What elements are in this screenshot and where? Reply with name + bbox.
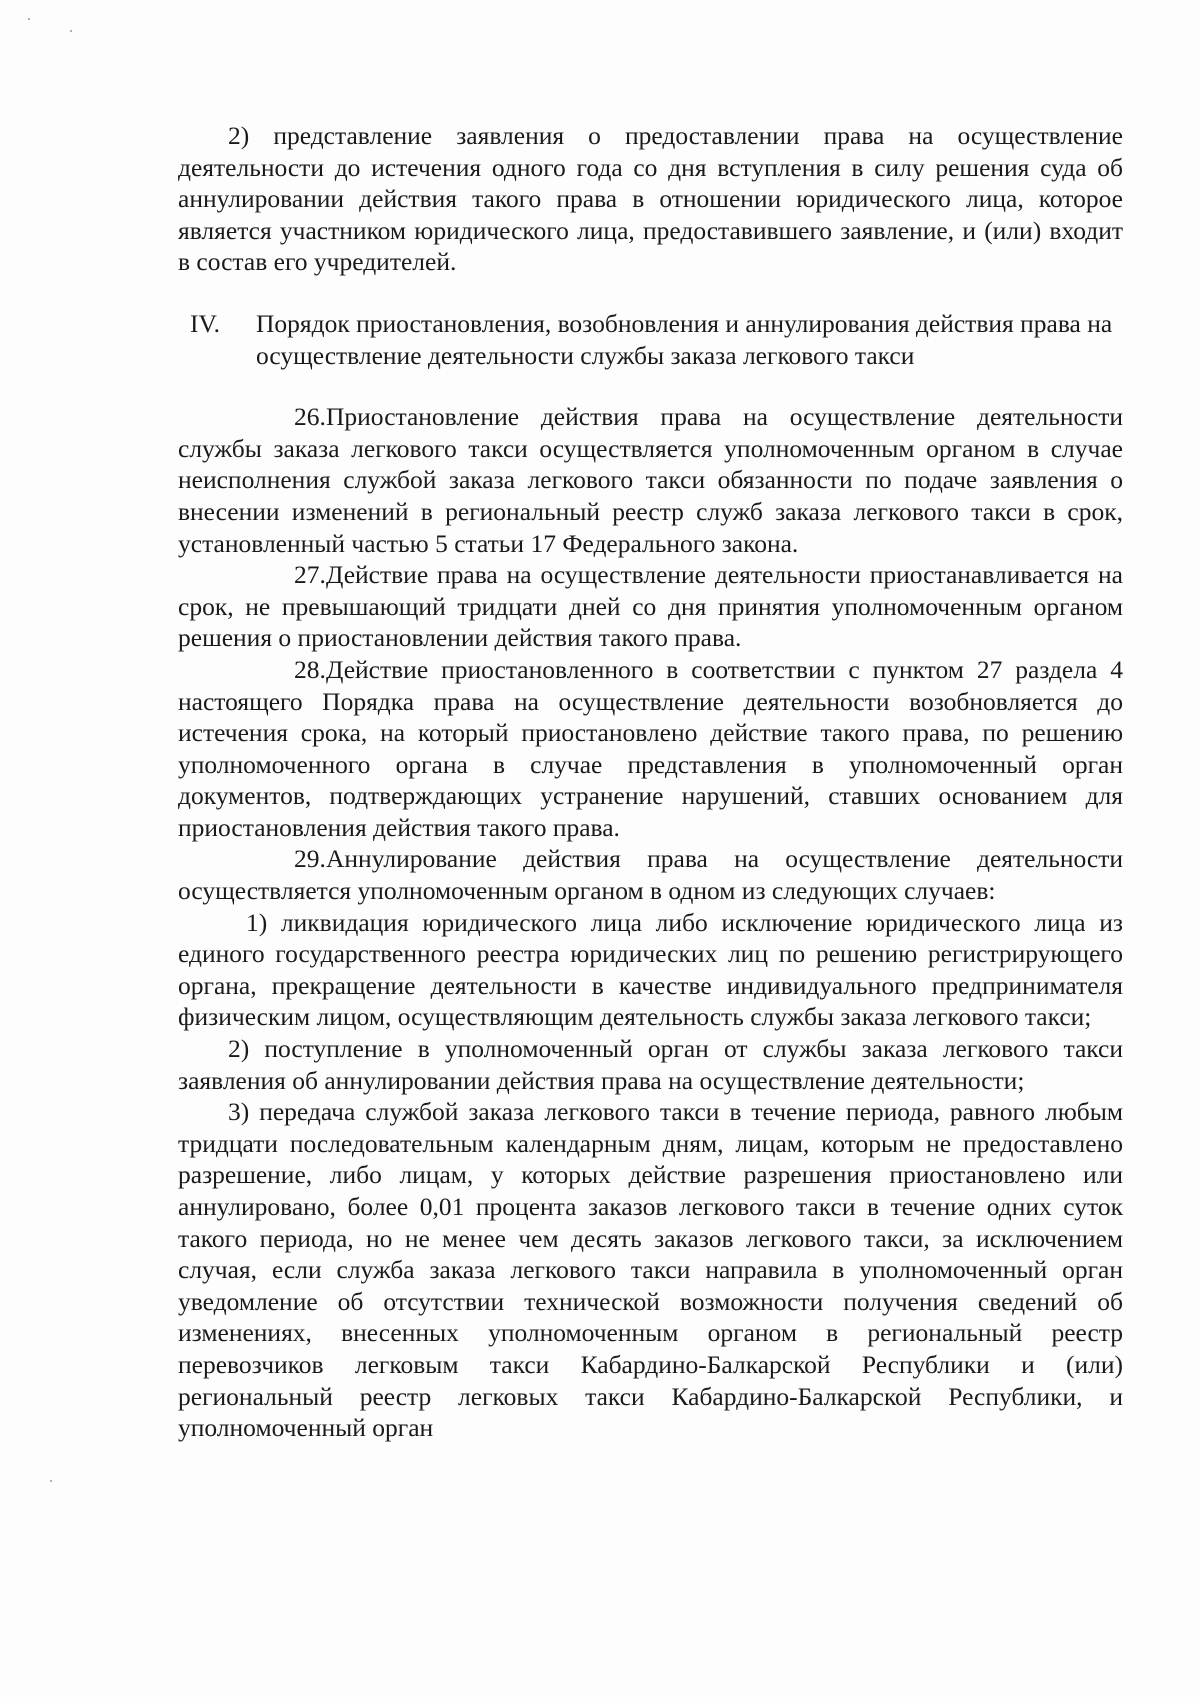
item-text: Действие приостановленного в соответствии с пунктом 27 раздела 4 настоящего Порядка права на осуществление деятельности возобновляется до истечения срока, на который приостановлено действие такого права, по решению уполномоченного органа в случае представления в уполномоченный орган документов, подтверждающих устранение нарушений, ставших основанием для приостановления действия такого права. bbox=[178, 654, 1123, 842]
paragraph-2-intro: 2) представление заявления о предоставлении права на осуществление деятельности до истечения одного года со дня вступления в силу решения суда об аннулировании действия такого права в отношении юридического лица, которое является участником юридического лица, предоставившего заявление, и (или) входит в состав его учредителей. bbox=[178, 121, 1123, 277]
item-text: Действие права на осуществление деятельности приостанавливается на срок, не превышающий тридцати дней со дня принятия уполномоченным органом решения о приостановлении действия такого права. bbox=[178, 560, 1123, 653]
section-title: Порядок приостановления, возобновления и аннулирования действия права на осуществление деятельности службы заказа легкового такси bbox=[256, 308, 1113, 370]
item-number: 28. bbox=[294, 654, 326, 684]
item-number: 27. bbox=[294, 560, 326, 590]
document-body bbox=[178, 120, 1123, 1444]
item-27 bbox=[178, 559, 1123, 654]
item-26 bbox=[178, 401, 1123, 559]
scan-speck bbox=[70, 30, 72, 32]
scan-speck bbox=[50, 1480, 52, 1482]
item-29 bbox=[178, 843, 1123, 906]
section-number: IV. bbox=[190, 308, 220, 338]
sub-item-2: 2) поступление в уполномоченный орган от службы заказа легкового такси заявления об аннулировании действия права на осуществление деятельности; bbox=[178, 1034, 1123, 1095]
sub-item-3: 3) передача службой заказа легкового такси в течение периода, равного любым тридцати последовательным календарным дням, лицам, которым не предоставлено разрешение, либо лицам, у которых действие разрешения приостановлено или аннулировано, более 0,01 процента заказов легкового такси в течение одних суток такого периода, но не менее чем десять заказов легкового такси, за исключением случая, если служба заказа легкового такси направила в уполномоченный орган уведомление об отсутствии технической возможности получения сведений об изменениях, внесенных уполномоченным органом в региональный реестр перевозчиков легковым такси Кабардино-Балкарской Республики и (или) региональный реестр легковых такси Кабардино-Балкарской Республики, и уполномоченный орган bbox=[178, 1097, 1123, 1443]
item-number: 29. bbox=[294, 844, 326, 874]
item-number: 26. bbox=[294, 402, 326, 432]
item-text: Аннулирование действия права на осуществление деятельности осуществляется уполномоченным органом в одном из следующих случаев: bbox=[178, 844, 1123, 906]
scan-speck bbox=[28, 18, 30, 20]
item-28 bbox=[178, 654, 1123, 844]
section-heading bbox=[178, 308, 1123, 371]
item-text: Приостановление действия права на осуществление деятельности службы заказа легкового такси осуществляется уполномоченным органом в случае неисполнения службой заказа легкового такси обязанности по подаче заявления о внесении изменений в региональный реестр служб заказа легкового такси в срок, установленный частью 5 статьи 17 Федерального закона. bbox=[178, 402, 1123, 558]
sub-item-1: 1) ликвидация юридического лица либо исключение юридического лица из единого государственного реестра юридических лиц по решению регистрирующего органа, прекращение деятельности в качестве индивидуального предпринимателя физическим лицом, осуществляющим деятельность службы заказа легкового такси; bbox=[178, 907, 1123, 1032]
